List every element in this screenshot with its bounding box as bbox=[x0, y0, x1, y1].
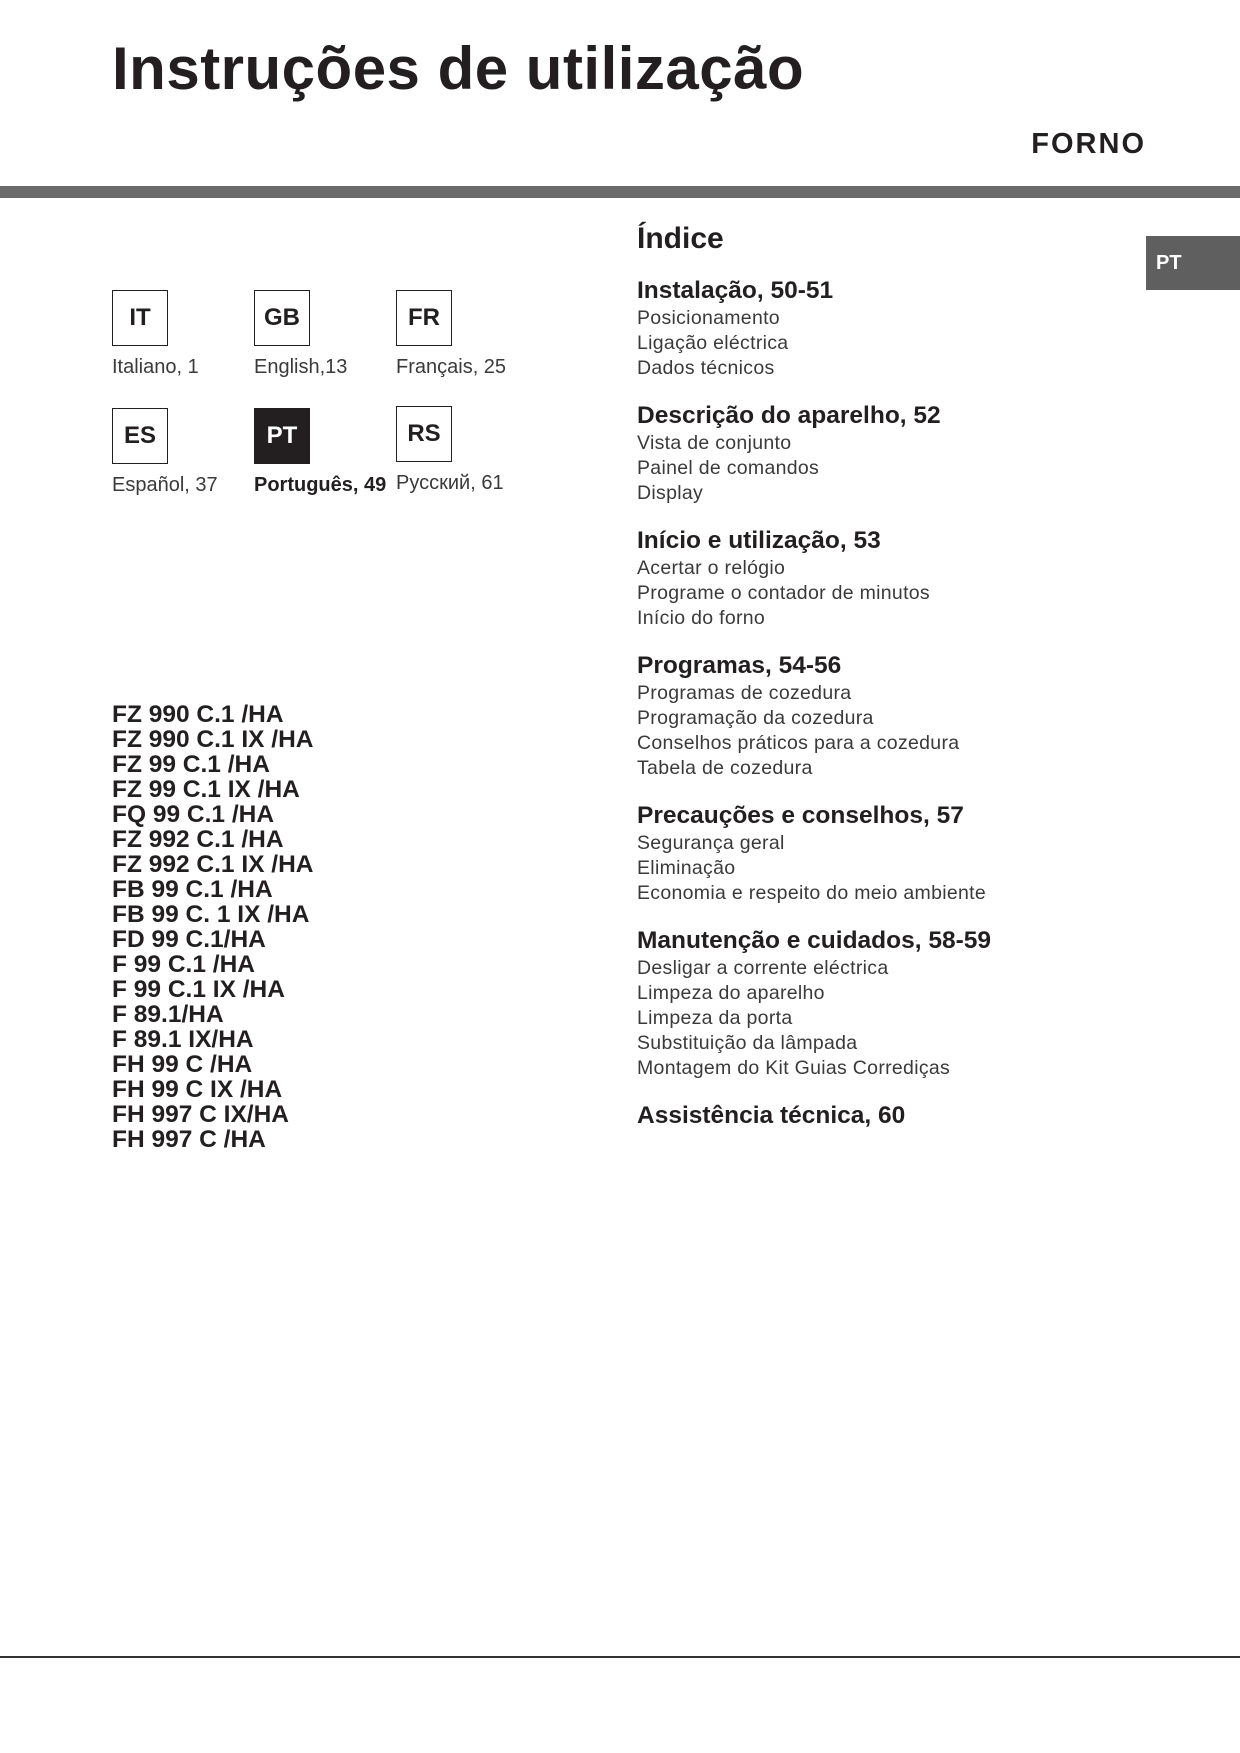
toc-item: Programe o contador de minutos bbox=[637, 582, 930, 604]
toc-item: Painel de comandos bbox=[637, 457, 820, 479]
model-item: FZ 992 C.1 IX /HA bbox=[112, 851, 314, 878]
language-code-box: FR bbox=[396, 290, 452, 346]
toc-section bbox=[637, 926, 1137, 1081]
language-label: Français, 25 bbox=[396, 356, 507, 378]
product-type-label: FORNO bbox=[1031, 128, 1146, 160]
toc-item: Conselhos práticos para a cozedura bbox=[637, 732, 960, 754]
toc-item: Acertar o relógio bbox=[637, 557, 786, 579]
toc-section bbox=[637, 651, 1137, 781]
model-item: FB 99 C. 1 IX /HA bbox=[112, 901, 310, 928]
language-option-pt[interactable] bbox=[254, 408, 414, 497]
language-code-box: GB bbox=[254, 290, 310, 346]
toc-item: Dados técnicos bbox=[637, 357, 775, 379]
toc-heading[interactable]: Descrição do aparelho, 52 bbox=[637, 402, 941, 429]
toc-section bbox=[637, 401, 1137, 506]
table-of-contents bbox=[637, 276, 1137, 1151]
model-item: FH 99 C /HA bbox=[112, 1051, 253, 1078]
model-item: FZ 992 C.1 /HA bbox=[112, 826, 284, 853]
toc-item: Ligação eléctrica bbox=[637, 332, 789, 354]
language-label: English,13 bbox=[254, 356, 348, 378]
language-label: Português, 49 bbox=[254, 474, 387, 496]
toc-item: Limpeza do aparelho bbox=[637, 982, 825, 1004]
model-item: F 99 C.1 /HA bbox=[112, 951, 255, 978]
language-option-es[interactable] bbox=[112, 408, 272, 497]
toc-heading[interactable]: Instalação, 50-51 bbox=[637, 277, 834, 304]
toc-item: Substituição da lâmpada bbox=[637, 1032, 858, 1054]
page-title: Instruções de utilização bbox=[112, 35, 805, 102]
model-item: FD 99 C.1/HA bbox=[112, 926, 266, 953]
header-divider bbox=[0, 186, 1240, 198]
toc-item: Display bbox=[637, 482, 704, 504]
toc-item: Vista de conjunto bbox=[637, 432, 792, 454]
language-option-rs[interactable] bbox=[396, 406, 556, 495]
model-item: FB 99 C.1 /HA bbox=[112, 876, 273, 903]
toc-item: Programas de cozedura bbox=[637, 682, 852, 704]
model-item: FQ 99 C.1 /HA bbox=[112, 801, 275, 828]
model-item: FH 997 C /HA bbox=[112, 1126, 266, 1153]
model-item: FH 997 C IX/HA bbox=[112, 1101, 289, 1128]
toc-item: Segurança geral bbox=[637, 832, 785, 854]
toc-heading[interactable]: Assistência técnica, 60 bbox=[637, 1102, 906, 1129]
language-label: Español, 37 bbox=[112, 474, 218, 496]
language-code-box: PT bbox=[254, 408, 310, 464]
toc-item: Programação da cozedura bbox=[637, 707, 874, 729]
language-code-box: IT bbox=[112, 290, 168, 346]
toc-item: Montagem do Kit Guias Corrediças bbox=[637, 1057, 951, 1079]
language-option-it[interactable] bbox=[112, 290, 272, 379]
model-item: F 89.1/HA bbox=[112, 1001, 224, 1028]
footer-divider bbox=[0, 1656, 1240, 1658]
toc-item: Desligar a corrente eléctrica bbox=[637, 957, 889, 979]
model-item: F 89.1 IX/HA bbox=[112, 1026, 254, 1053]
toc-heading[interactable]: Programas, 54-56 bbox=[637, 652, 842, 679]
model-item: FZ 99 C.1 /HA bbox=[112, 751, 270, 778]
toc-item: Eliminação bbox=[637, 857, 736, 879]
model-item: FZ 990 C.1 IX /HA bbox=[112, 726, 314, 753]
toc-section bbox=[637, 526, 1137, 631]
language-label: Русский, 61 bbox=[396, 472, 504, 494]
language-code-box: ES bbox=[112, 408, 168, 464]
language-option-gb[interactable] bbox=[254, 290, 414, 379]
toc-item: Posicionamento bbox=[637, 307, 780, 329]
toc-heading[interactable]: Manutenção e cuidados, 58-59 bbox=[637, 927, 991, 954]
language-label: Italiano, 1 bbox=[112, 356, 199, 378]
toc-title: Índice bbox=[637, 222, 724, 255]
toc-item: Economia e respeito do meio ambiente bbox=[637, 882, 986, 904]
model-list bbox=[112, 702, 314, 1152]
model-item: FZ 99 C.1 IX /HA bbox=[112, 776, 300, 803]
language-option-fr[interactable] bbox=[396, 290, 556, 379]
language-code-box: RS bbox=[396, 406, 452, 462]
language-side-tab: PT bbox=[1146, 236, 1240, 290]
toc-item: Início do forno bbox=[637, 607, 766, 629]
model-item: FH 99 C IX /HA bbox=[112, 1076, 283, 1103]
model-item: F 99 C.1 IX /HA bbox=[112, 976, 285, 1003]
toc-heading[interactable]: Precauções e conselhos, 57 bbox=[637, 802, 964, 829]
toc-section bbox=[637, 801, 1137, 906]
toc-heading[interactable]: Início e utilização, 53 bbox=[637, 527, 881, 554]
toc-section bbox=[637, 1101, 1137, 1131]
toc-item: Limpeza da porta bbox=[637, 1007, 793, 1029]
toc-section bbox=[637, 276, 1137, 381]
toc-item: Tabela de cozedura bbox=[637, 757, 813, 779]
model-item: FZ 990 C.1 /HA bbox=[112, 701, 284, 728]
